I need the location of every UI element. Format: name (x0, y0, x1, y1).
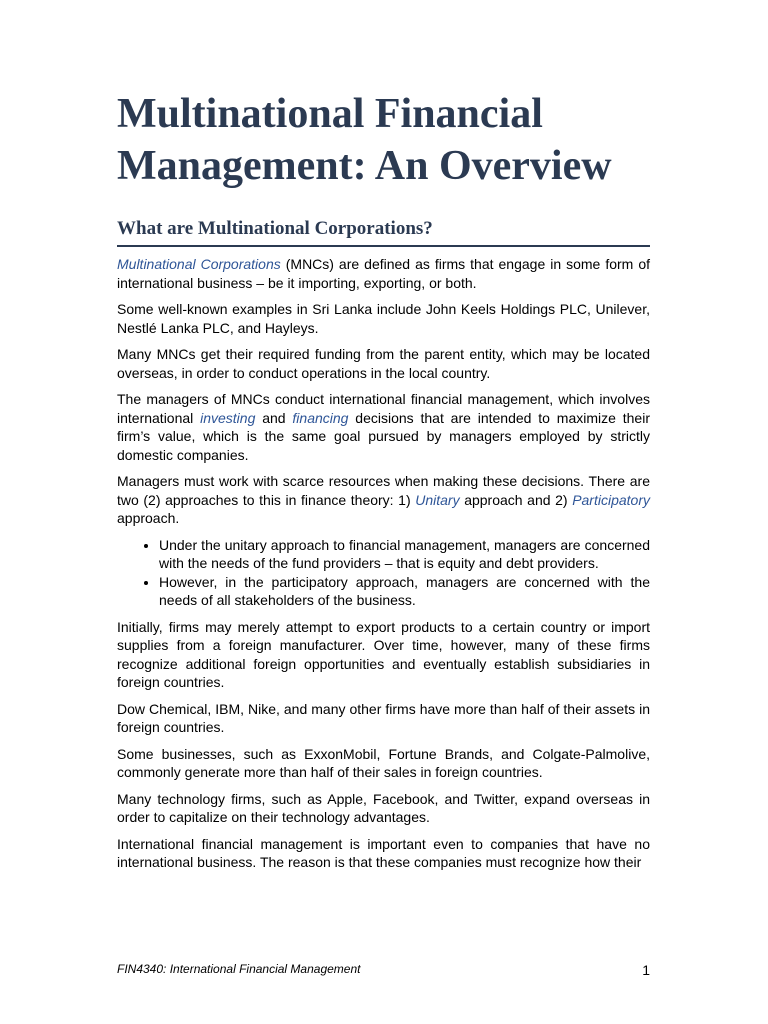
paragraph-7: Dow Chemical, IBM, Nike, and many other firms have more than half of their assets in foreign countries. (117, 700, 650, 735)
document-title: Multinational Financial Management: An Overview (117, 91, 612, 189)
paragraph-4-text-b: and (255, 409, 293, 426)
paragraph-2: Some well-known examples in Sri Lanka include John Keels Holdings PLC, Unilever, Nestlé Lanka PLC, and Hayleys. (117, 301, 650, 336)
paragraph-10: International financial management is important even to companies that have no international business. The reason is that these companies must recognize how their (117, 835, 650, 870)
paragraph-5 (117, 472, 650, 528)
paragraph-1-text: (MNCs) are defined as firms that engage in some form of international business – be it importing, exporting, or both. (117, 256, 650, 291)
term-financing: financing (292, 409, 349, 426)
paragraph-5-text-a: Managers must work with scarce resources when making these decisions. There are two (2) approaches to this in finance theory: 1) (117, 473, 650, 508)
term-unitary: Unitary (415, 491, 460, 508)
paragraph-8: Some businesses, such as ExxonMobil, Fortune Brands, and Colgate-Palmolive, commonly generate more than half of their sales in foreign countries. (117, 745, 650, 780)
page-number: 1 (642, 962, 650, 978)
paragraph-6: Initially, firms may merely attempt to export products to a certain country or import supplies from a foreign manufacturer. Over time, however, many of these firms recognize additional foreign opportunities and eventually establish subsidiaries in foreign countries. (117, 618, 650, 690)
paragraph-4-text-c: decisions that are intended to maximize their firm’s value, which is the same goal pursued by managers employed by strictly domestic companies. (117, 409, 650, 463)
approach-bullet-list (117, 536, 650, 610)
document-page (117, 88, 650, 872)
paragraph-4 (117, 390, 650, 464)
page-footer (117, 962, 650, 976)
paragraph-3: Many MNCs get their required funding from the parent entity, which may be located overseas, in order to conduct operations in the local country. (117, 346, 650, 381)
paragraph-5-text-c: approach. (117, 510, 180, 526)
term-multinational-corporations: Multinational Corporations (117, 256, 281, 272)
footer-course-title: FIN4340: International Financial Management (117, 962, 361, 976)
bullet-item-unitary: • Under the unitary approach to financial management, managers are concerned with the needs of the fund providers – that is equity and debt providers. (159, 536, 650, 573)
section-heading: What are Multinational Corporations? (117, 216, 650, 247)
paragraph-5-text-b: approach and 2) (459, 491, 573, 508)
term-investing: investing (200, 409, 256, 426)
paragraph-9: Many technology firms, such as Apple, Facebook, and Twitter, expand overseas in order to capitalize on their technology advantages. (117, 790, 650, 825)
bullet-item-participatory: • However, in the participatory approach, managers are concerned with the needs of all stakeholders of the business. (159, 573, 650, 610)
term-participatory: Participatory (572, 491, 650, 508)
paragraph-1 (117, 255, 650, 292)
paragraph-4-text-a: The managers of MNCs conduct international financial management, which involves international (117, 391, 650, 426)
